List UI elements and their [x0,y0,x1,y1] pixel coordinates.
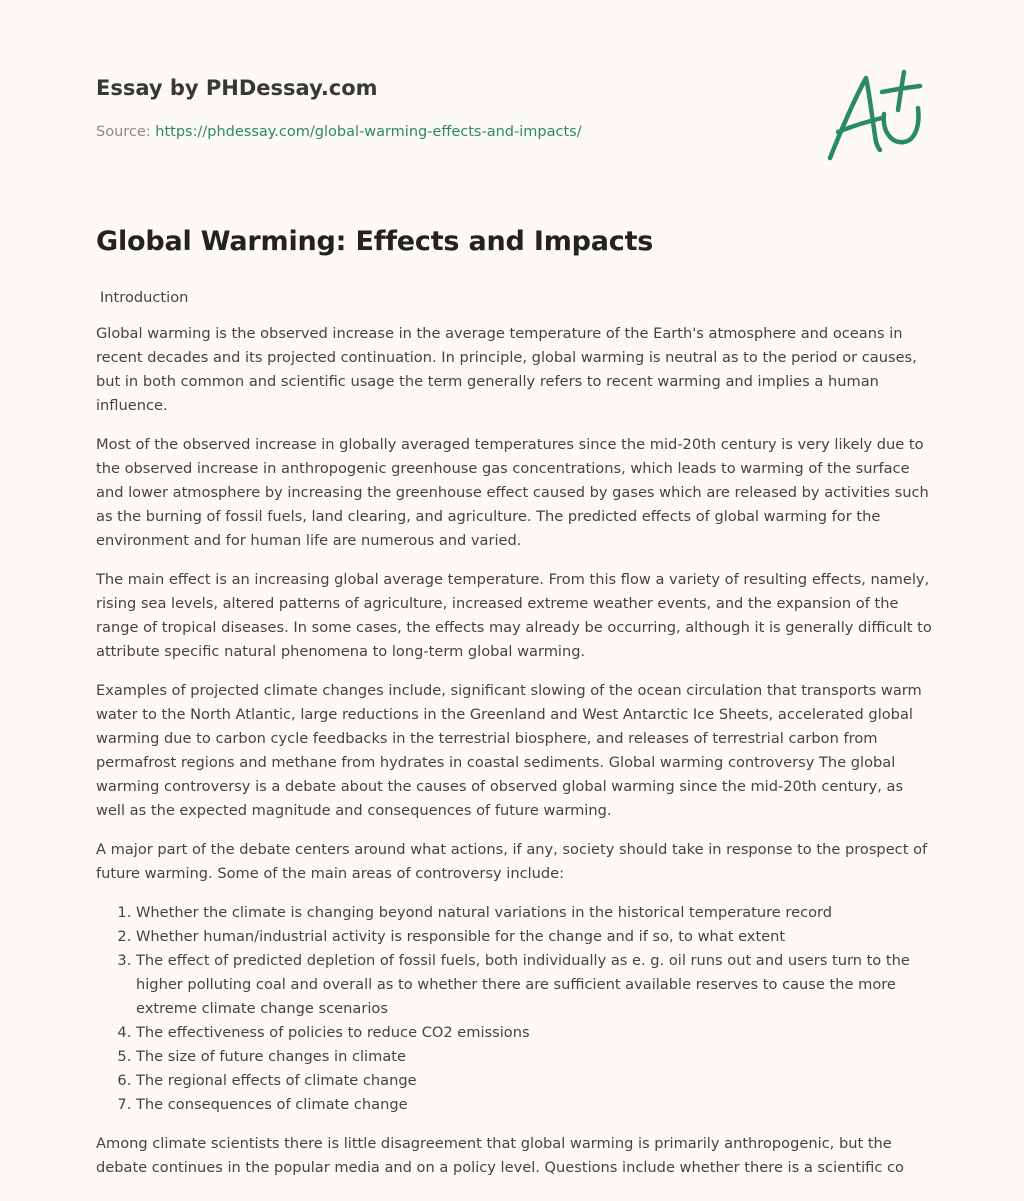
paragraph: The main effect is an increasing global average temperature. From this flow a variety of resulting effects, namely, rising sea levels, altered patterns of agriculture, increased extreme weather events, and the expansion of the range of tropical diseases. In some cases, the effects may already be occurring, although it is generally difficult to attribute specific natural phenomena to long-term global warming. [96,571,932,660]
paragraph: Global warming is the observed increase in the average temperature of the Earth's atmosphere and oceans in recent decades and its projected continuation. In principle, global warming is neutral as to the period or causes, but in both common and scientific usage the term generally refers to recent warming and implies a human influence. [96,325,917,414]
paragraph: Examples of projected climate changes include, significant slowing of the ocean circulation that transports warm water to the North Atlantic, large reductions in the Greenland and West Antarctic Ice Sheets, accelerated global warming due to carbon cycle feedbacks in the terrestrial biosphere, and releases of terrestrial carbon from permafrost regions and methane from hydrates in coastal sediments. Global warming controversy The global warming controversy is a debate about the causes of observed global warming since the mid-20th century, as well as the expected magnitude and consequences of future warming. [96,682,922,819]
paragraph: Among climate scientists there is little disagreement that global warming is primarily anthropogenic, but the debate continues in the popular media and on a policy level. Questions include whether there is a scientific co [96,1135,904,1176]
a-plus-logo-icon [820,66,928,166]
list-item: 1. Whether the climate is changing beyond natural variations in the historical temperature record [136,901,932,925]
essay-title: Global Warming: Effects and Impacts [96,226,654,257]
list-item: 6. The regional effects of climate change [136,1069,932,1093]
list-item: 2. Whether human/industrial activity is responsible for the change and if so, to what extent [136,925,932,949]
paragraph: A major part of the debate centers around what actions, if any, society should take in response to the prospect of future warming. Some of the main areas of controversy include: [96,841,928,882]
list-item: 5. The size of future changes in climate [136,1045,932,1069]
source-link[interactable]: https://phdessay.com/global-warming-effects-and-impacts/ [155,124,582,140]
list-item: 7. The consequences of climate change [136,1093,932,1117]
site-title: Essay by PHDessay.com [96,76,378,100]
paragraph: Most of the observed increase in globally averaged temperatures since the mid-20th century is very likely due to the observed increase in anthropogenic greenhouse gas concentrations, which leads to warming of the surface and lower atmosphere by increasing the greenhouse effect caused by gases which are released by activities such as the burning of fossil fuels, land clearing, and agriculture. The predicted effects of global warming for the environment and for human life are numerous and varied. [96,436,929,549]
intro-heading: Introduction [100,289,189,306]
essay-body [96,286,932,1195]
list-item: 4. The effectiveness of policies to reduce CO2 emissions [136,1021,932,1045]
controversy-list [96,901,932,1117]
list-item: 3. The effect of predicted depletion of fossil fuels, both individually as e. g. oil runs out and users turn to the higher polluting coal and overall as to whether there are sufficient available reserves to cause the more extreme climate change scenarios [136,949,932,1021]
source-label: Source: [96,124,156,140]
source-line [96,124,582,140]
